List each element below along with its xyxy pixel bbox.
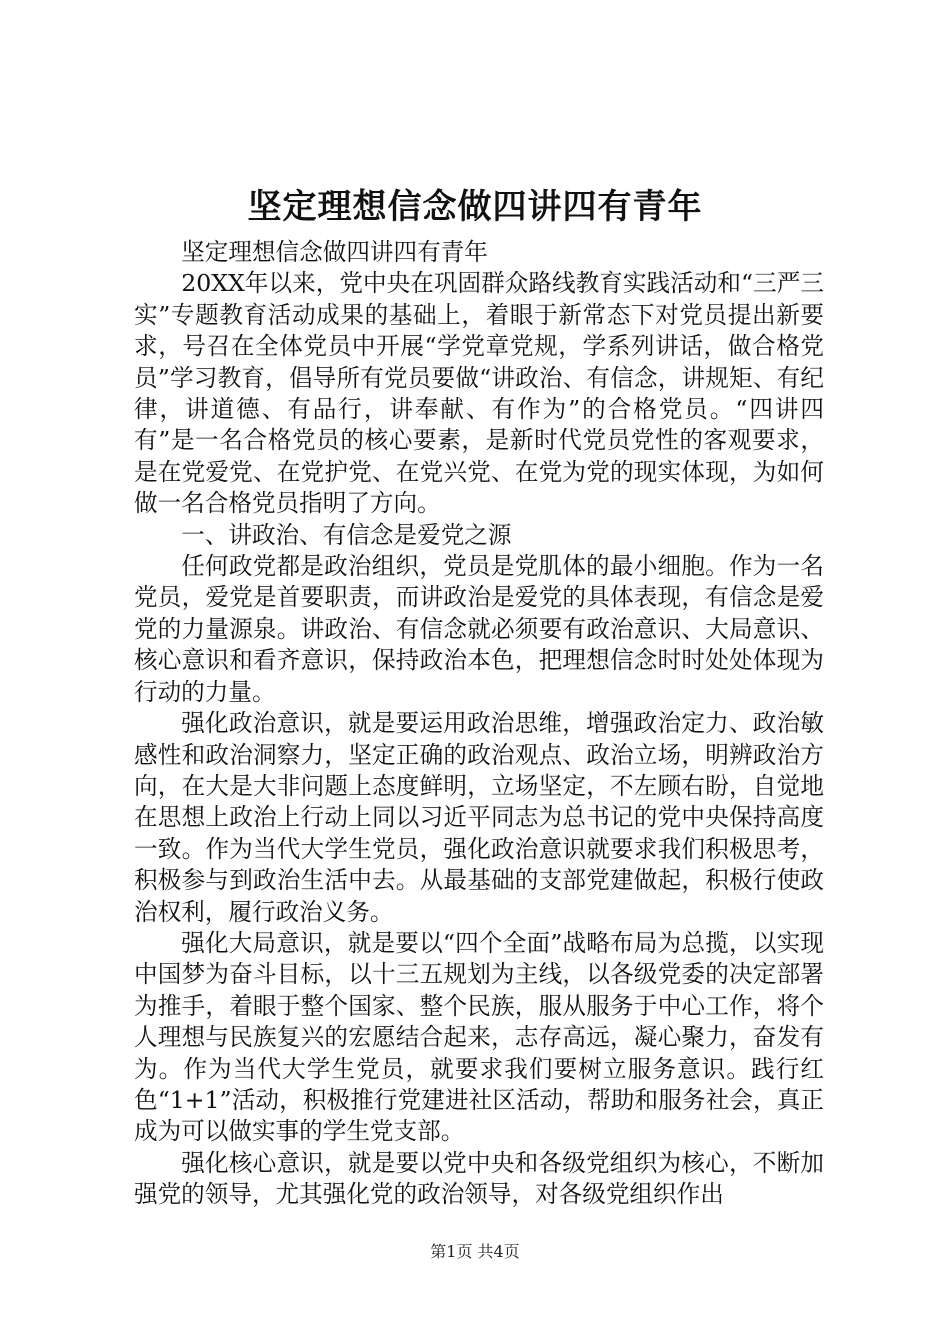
paragraph-intro: 20XX年以来，党中央在巩固群众路线教育实践活动和“三严三实”专题教育活动成果的基础上，着眼于新常态下对党员提出新要求，号召在全体党员中开展“学党章党规，学系列讲话，做合格党员”学习教育，倡导所有党员要做“讲政治、有信念，讲规矩、有纪律，讲道德、有品行，讲奉献、有作为”的合格党员。“四讲四有”是一名合格党员的核心要素，是新时代党员党性的客观要求，是在党爱党、在党护党、在党兴党、在党为党的现实体现，为如何做一名合格党员指明了方向。: [134, 269, 824, 518]
paragraph: 强化核心意识，就是要以党中央和各级党组织为核心，不断加强党的领导，尤其强化党的政治领导，对各级党组织作出: [134, 1148, 824, 1209]
paragraph-subtitle: 坚定理想信念做四讲四有青年: [181, 238, 488, 266]
section-heading-1: 一、讲政治、有信念是爱党之源: [181, 520, 512, 549]
document-title: 坚定理想信念做四讲四有青年: [247, 187, 703, 227]
paragraph: 任何政党都是政治组织，党员是党肌体的最小细胞。作为一名党员，爱党是首要职责，而讲政治是爱党的具体表现，有信念是爱党的力量源泉。讲政治、有信念就必须要有政治意识、大局意识、核心意识和看齐意识，保持政治本色，把理想信念时时处处体现为行动的力量。: [134, 552, 824, 706]
paragraph: 强化大局意识，就是要以“四个全面”战略布局为总揽，以实现中国梦为奋斗目标，以十三五规划为主线，以各级党委的决定部署为推手，着眼于整个国家、整个民族，服从服务于中心工作，将个人理想与民族复兴的宏愿结合起来，志存高远，凝心聚力，奋发有为。作为当代大学生党员，就要求我们要树立服务意识。践行红色“1+1”活动，积极推行党建进社区活动，帮助和服务社会，真正成为可以做实事的学生党支部。: [134, 928, 824, 1146]
page-footer: 第1页 共4页: [430, 1242, 520, 1261]
paragraph: 强化政治意识，就是要运用政治思维，增强政治定力、政治敏感性和政治洞察力，坚定正确的政治观点、政治立场，明辨政治方向，在大是大非问题上态度鲜明，立场坚定，不左顾右盼，自觉地在思想上政治上行动上同以习近平同志为总书记的党中央保持高度一致。作为当代大学生党员，强化政治意识就要求我们积极思考，积极参与到政治生活中去。从最基础的支部党建做起，积极行使政治权利，履行政治义务。: [134, 709, 824, 926]
document-body: [134, 237, 824, 1211]
